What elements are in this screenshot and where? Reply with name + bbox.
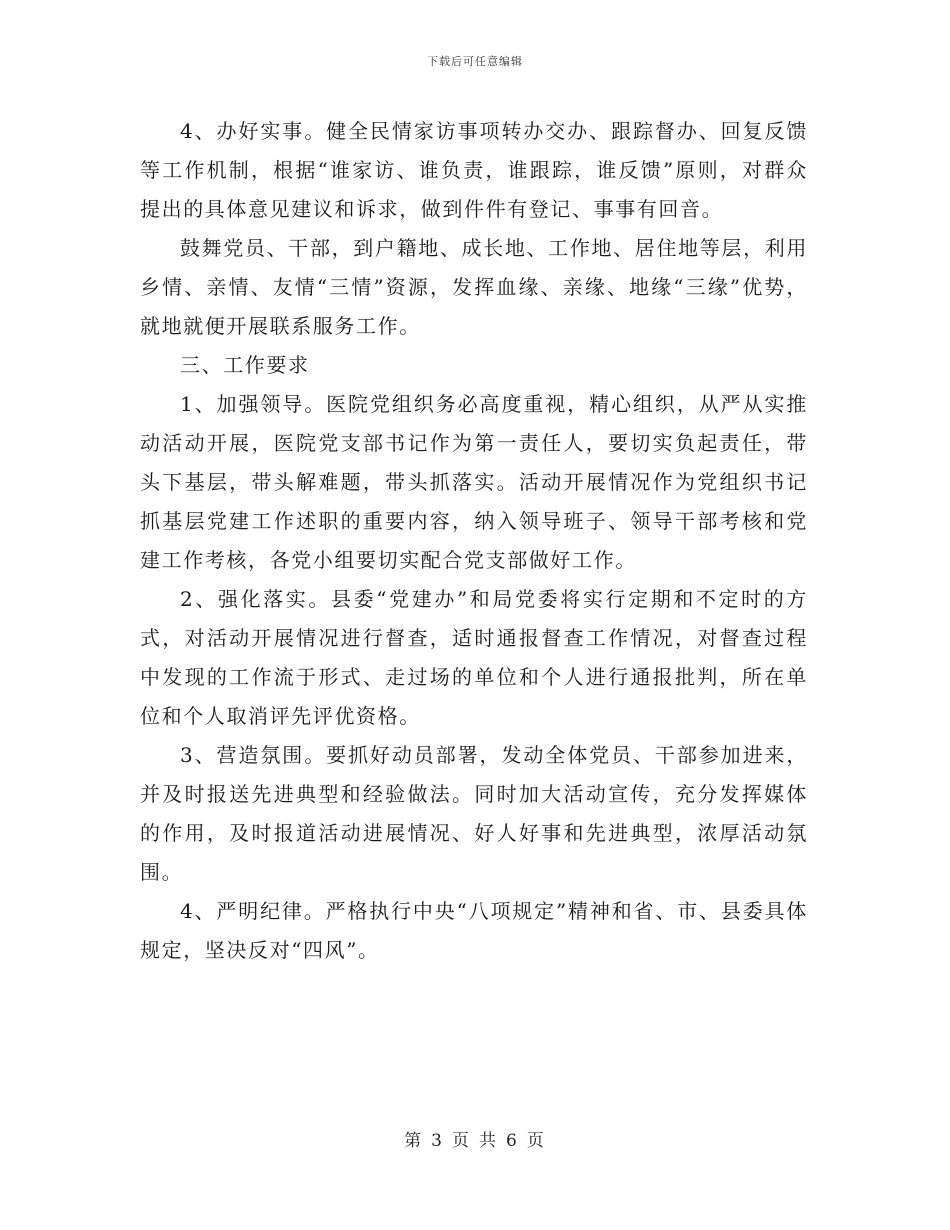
header-note: 下载后可任意编辑 (427, 55, 523, 68)
footer-current-page: 3 (431, 1131, 444, 1151)
paragraph-encourage-members: 鼓舞党员、干部，到户籍地、成长地、工作地、居住地等层，利用乡情、亲情、友情“三情”资源，发挥血缘、亲缘、地缘“三缘”优势，就地就便开展联系服务工作。 (140, 236, 808, 338)
document-body (140, 112, 808, 970)
footer-suffix: 页 (526, 1131, 546, 1151)
paragraph-strict-discipline: 4、严明纪律。严格执行中央“八项规定”精神和省、市、县委具体规定，坚决反对“四风”。 (140, 899, 808, 962)
paragraph-strengthen-leadership: 1、加强领导。医院党组织务必高度重视，精心组织，从严从实推动活动开展，医院党支部书记作为第一责任人，要切实负起责任，带头下基层，带头解难题，带头抓落实。活动开展情况作为党组织书记抓基层党建工作述职的重要内容，纳入领导班子、领导干部考核和党建工作考核，各党小组要切实配合党支部做好工作。 (140, 392, 808, 572)
paragraph-create-atmosphere: 3、营造氛围。要抓好动员部署，发动全体党员、干部参加进来，并及时报送先进典型和经验做法。同时加大活动宣传，充分发挥媒体的作用，及时报道活动进展情况、好人好事和先进典型，浓厚活动氛围。 (140, 743, 808, 884)
footer-prefix: 第 (404, 1131, 424, 1151)
footer-total-pages: 6 (506, 1131, 519, 1151)
footer-page-word: 页 (452, 1131, 471, 1151)
footer-total-word: 共 (479, 1131, 498, 1151)
paragraph-strengthen-implementation: 2、强化落实。县委“党建办”和局党委将实行定期和不定时的方式，对活动开展情况进行督查，适时通报督查工作情况，对督查过程中发现的工作流于形式、走过场的单位和个人进行通报批判，所在单位和个人取消评先评优资格。 (140, 587, 808, 728)
paragraph-item-4-practical: 4、办好实事。健全民情家访事项转办交办、跟踪督办、回复反馈等工作机制，根据“谁家访、谁负责，谁跟踪，谁反馈”原则，对群众提出的具体意见建议和诉求，做到件件有登记、事事有回音。 (140, 119, 808, 221)
section-heading-work-requirements: 三、工作要求 (180, 353, 310, 377)
page-number-footer (0, 1126, 950, 1151)
